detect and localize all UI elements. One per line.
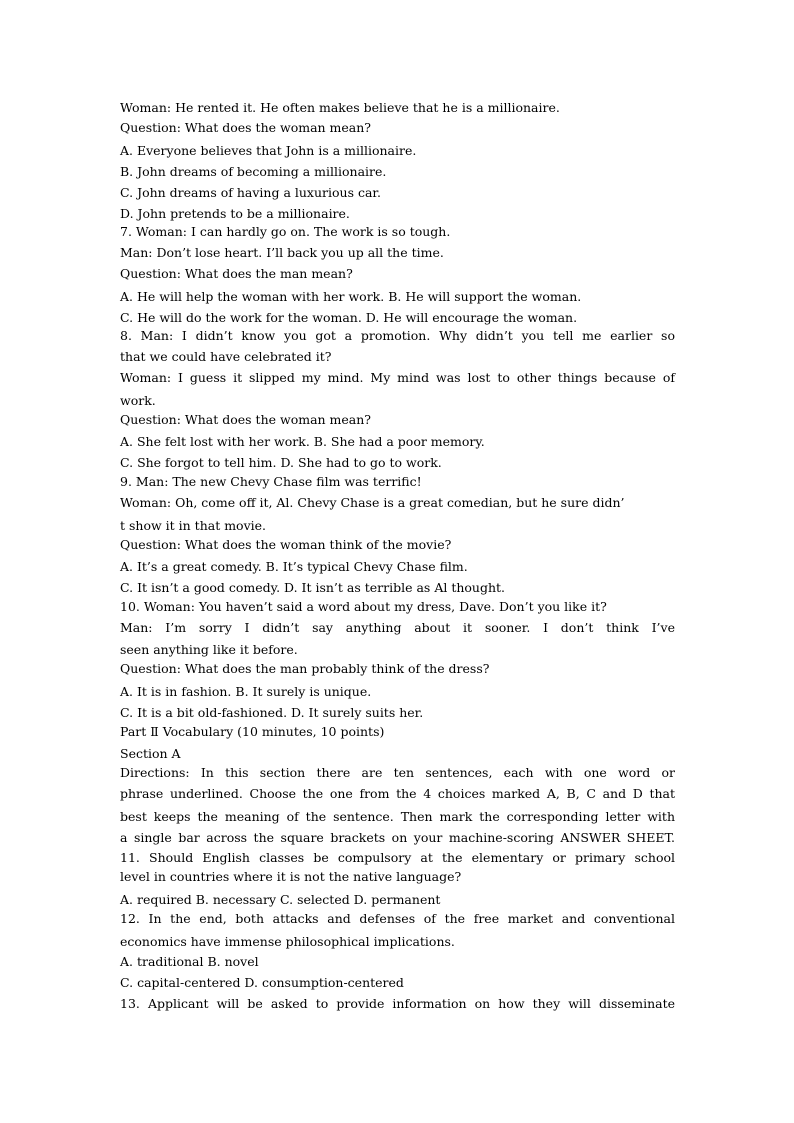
text-line: 7. Woman: I can hardly go on. The work is so tough. [120,224,451,239]
text-line: level in countries where it is not the native language? [120,869,462,884]
text-line: t show it in that movie. [120,518,267,533]
text-line: economics have immense philosophical implications. [120,934,455,949]
option-line: A. It’s a great comedy. B. It’s typical Chevy Chase film. [120,559,468,574]
text-line: work. [120,393,156,408]
option-line: A. He will help the woman with her work. B. He will support the woman. [120,289,582,304]
question-line: Question: What does the woman think of the movie? [120,537,452,552]
option-line: C. capital-centered D. consumption-centered [120,975,404,990]
text-line: 11. Should English classes be compulsory at the elementary or primary school [120,850,675,865]
option-line: C. It isn’t a good comedy. D. It isn’t as terrible as Al thought. [120,580,506,595]
directions-line: best keeps the meaning of the sentence. Then mark the corresponding letter with [120,809,675,824]
text-line: Woman: Oh, come off it, Al. Chevy Chase is a great comedian, but he sure didn’ [120,495,625,510]
text-line: 12. In the end, both attacks and defenses of the free market and conventional [120,911,675,926]
text-line: 8. Man: I didn’t know you got a promotion. Why didn’t you tell me earlier so [120,328,675,343]
option-line: C. John dreams of having a luxurious car. [120,185,381,200]
text-line: Woman: I guess it slipped my mind. My mind was lost to other things because of [120,370,675,385]
text-line: seen anything like it before. [120,642,298,657]
text-line: 10. Woman: You haven’t said a word about my dress, Dave. Don’t you like it? [120,599,607,614]
question-line: Question: What does the woman mean? [120,120,372,135]
option-line: A. required B. necessary C. selected D. permanent [120,892,441,907]
option-line: B. John dreams of becoming a millionaire. [120,164,387,179]
directions-line: Directions: In this section there are ten sentences, each with one word or [120,765,675,780]
section-heading: Part Ⅱ Vocabulary (10 minutes, 10 points) [120,724,385,739]
text-line: that we could have celebrated it? [120,349,332,364]
directions-line: a single bar across the square brackets on your machine-scoring ANSWER SHEET. [120,830,675,845]
question-line: Question: What does the man probably think of the dress? [120,661,490,676]
text-line: Woman: He rented it. He often makes believe that he is a millionaire. [120,100,560,115]
text-line: 9. Man: The new Chevy Chase film was terrific! [120,474,422,489]
option-line: D. John pretends to be a millionaire. [120,206,350,221]
text-line: Man: I’m sorry I didn’t say anything about it sooner. I don’t think I’ve [120,620,675,635]
text-line: 13. Applicant will be asked to provide information on how they will disseminate [120,996,675,1011]
option-line: A. traditional B. novel [120,954,259,969]
directions-line: phrase underlined. Choose the one from the 4 choices marked A, B, C and D that [120,786,675,801]
option-line: C. He will do the work for the woman. D. He will encourage the woman. [120,310,578,325]
option-line: A. Everyone believes that John is a millionaire. [120,143,417,158]
option-line: A. It is in fashion. B. It surely is unique. [120,684,372,699]
option-line: C. She forgot to tell him. D. She had to go to work. [120,455,442,470]
question-line: Question: What does the man mean? [120,266,353,281]
option-line: C. It is a bit old-fashioned. D. It surely suits her. [120,705,424,720]
question-line: Question: What does the woman mean? [120,412,372,427]
section-heading: Section A [120,746,181,761]
text-line: Man: Don’t lose heart. I’ll back you up all the time. [120,245,444,260]
option-line: A. She felt lost with her work. B. She had a poor memory. [120,434,485,449]
